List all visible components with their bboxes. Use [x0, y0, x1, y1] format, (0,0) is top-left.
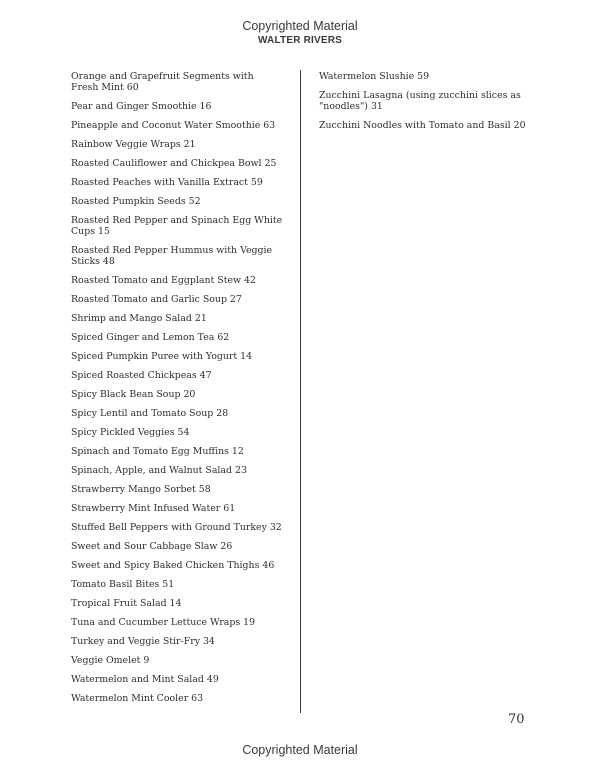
- index-entry: Spicy Black Bean Soup 20: [71, 389, 196, 400]
- index-entry: Roasted Cauliflower and Chickpea Bowl 25: [71, 158, 277, 169]
- index-entry: Watermelon Slushie 59: [319, 71, 430, 82]
- index-entry: Spiced Pumpkin Puree with Yogurt 14: [71, 351, 253, 362]
- index-entry: Roasted Tomato and Eggplant Stew 42: [71, 275, 256, 286]
- index-entry: Sweet and Sour Cabbage Slaw 26: [71, 541, 233, 552]
- index-entry: Spicy Pickled Veggies 54: [71, 427, 190, 438]
- column-divider: [300, 70, 301, 713]
- index-entry: Veggie Omelet 9: [71, 655, 150, 666]
- index-entry: Strawberry Mint Infused Water 61: [71, 503, 236, 514]
- index-column-right: [319, 71, 531, 139]
- copyright-watermark-bottom: Copyrighted Material: [242, 743, 358, 757]
- author-name: WALTER RIVERS: [257, 35, 343, 46]
- index-entry: Orange and Grapefruit Segments with Fresh Mint 60: [71, 71, 254, 93]
- index-column-left: [71, 71, 283, 712]
- index-entry: Spinach and Tomato Egg Muffins 12: [71, 446, 244, 457]
- index-entry: Roasted Tomato and Garlic Soup 27: [71, 294, 242, 305]
- index-entry: Tomato Basil Bites 51: [71, 579, 175, 590]
- index-entry: Stuffed Bell Peppers with Ground Turkey 32: [71, 522, 282, 533]
- copyright-watermark-top: Copyrighted Material: [242, 19, 358, 33]
- index-entry: Sweet and Spicy Baked Chicken Thighs 46: [71, 560, 275, 571]
- index-entry: Roasted Peaches with Vanilla Extract 59: [71, 177, 263, 188]
- index-entry: Tropical Fruit Salad 14: [71, 598, 182, 609]
- index-entry: Spiced Roasted Chickpeas 47: [71, 370, 212, 381]
- index-entry: Turkey and Veggie Stir-Fry 34: [71, 636, 215, 647]
- index-entry: Roasted Pumpkin Seeds 52: [71, 196, 201, 207]
- index-entry: Shrimp and Mango Salad 21: [71, 313, 207, 324]
- index-entry: Spinach, Apple, and Walnut Salad 23: [71, 465, 247, 476]
- index-entry: Spiced Ginger and Lemon Tea 62: [71, 332, 230, 343]
- index-entry: Rainbow Veggie Wraps 21: [71, 139, 196, 150]
- index-entry: Spicy Lentil and Tomato Soup 28: [71, 408, 229, 419]
- index-entry: Watermelon Mint Cooler 63: [71, 693, 204, 704]
- index-entry: Pineapple and Coconut Water Smoothie 63: [71, 120, 276, 131]
- index-entry: Zucchini Noodles with Tomato and Basil 20: [319, 120, 526, 131]
- index-entry: Watermelon and Mint Salad 49: [71, 674, 219, 685]
- page-number: 70: [508, 712, 525, 727]
- page-header: [0, 19, 600, 47]
- index-entry: Tuna and Cucumber Lettuce Wraps 19: [71, 617, 256, 628]
- index-entry: Pear and Ginger Smoothie 16: [71, 101, 212, 112]
- index-entry: Roasted Red Pepper and Spinach Egg White Cups 15: [71, 215, 283, 237]
- index-entry: Strawberry Mango Sorbet 58: [71, 484, 211, 495]
- index-entry: Zucchini Lasagna (using zucchini slices as "noodles") 31: [319, 90, 521, 112]
- index-entry: Roasted Red Pepper Hummus with Veggie Sticks 48: [71, 245, 273, 267]
